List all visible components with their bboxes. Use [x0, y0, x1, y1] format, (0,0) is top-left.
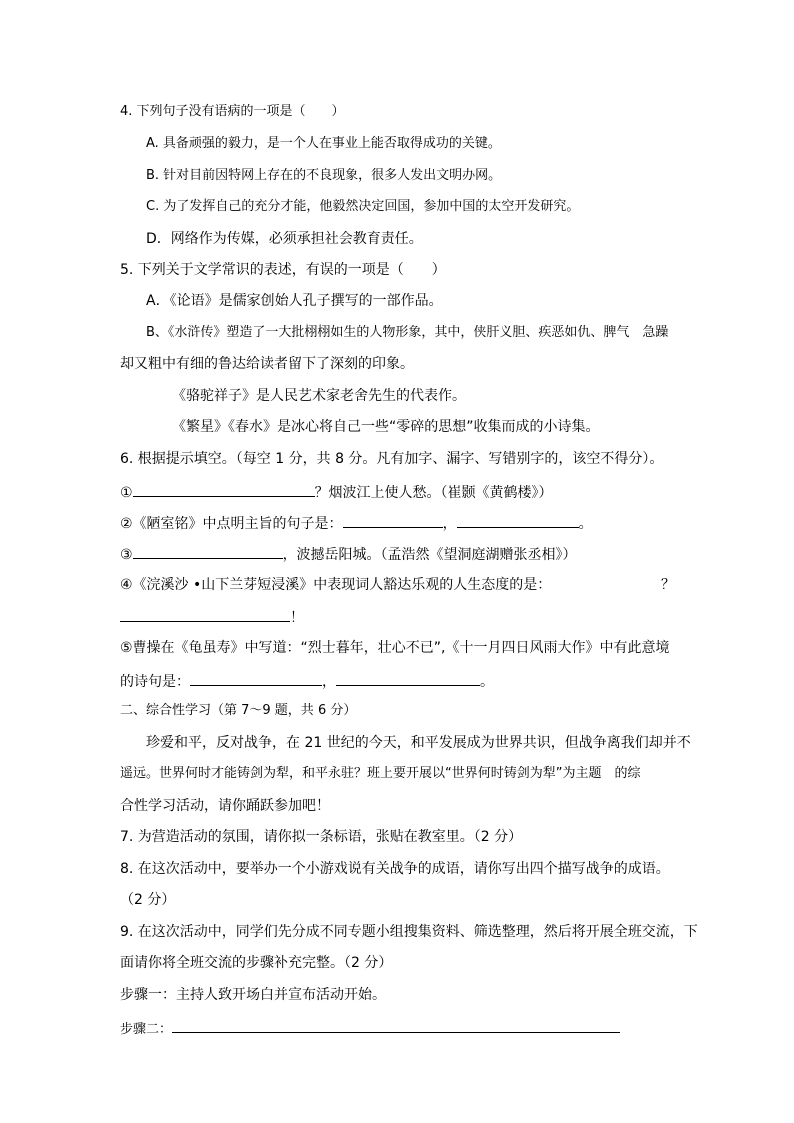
q4-stem: 4. 下列句子没有语病的一项是（ ） — [120, 104, 345, 119]
q6-item3-text: ，波撼岳阳城。（孟浩然《望洞庭湖赠张丞相》） — [282, 547, 577, 563]
section2-para-line2: 遥远。世界何时才能铸剑为犁，和平永驻？班上要开展以“世界何时铸剑为犁”为主题 的综 — [120, 766, 641, 781]
q5-option-a: A．《论语》是儒家创始人孔子撰写的一部作品。 — [146, 293, 443, 309]
q6-item3-number: ③ — [120, 547, 133, 563]
answer-blank[interactable] — [172, 1020, 620, 1033]
q6-stem: 6. 根据提示填空。（每空 1 分，共 8 分。凡有加字、漏字、写错别字的，该空不得分）。 — [120, 451, 664, 467]
comma: ， — [442, 516, 457, 532]
q6-item5-line2 — [120, 673, 494, 689]
q6-item2 — [120, 515, 593, 531]
answer-blank[interactable] — [457, 515, 579, 528]
section2-para-line3: 合性学习活动，请你踊跃参加吧！ — [120, 798, 330, 814]
q5-stem: 5. 下列关于文学常识的表述，有误的一项是（ ） — [120, 262, 446, 278]
answer-blank[interactable] — [133, 546, 283, 559]
q4-option-b: B. 针对目前因特网上存在的不良现象，很多人发出文明办网。 — [146, 168, 502, 183]
q6-item5-text: 的诗句是： — [120, 674, 190, 690]
q6-item4: ④《浣溪沙 •山下兰芽短浸溪》中表现词人豁达乐观的人生态度的是： — [120, 577, 552, 593]
comma: ， — [322, 674, 336, 690]
q7-text: 7. 为营造活动的氛围，请你拟一条标语，张贴在教室里。（2 分） — [120, 829, 523, 845]
section2-para-line1: 珍爱和平，反对战争，在 21 世纪的今天，和平发展成为世界共识，但战争离我们却并不 — [146, 735, 691, 751]
answer-blank[interactable] — [343, 515, 443, 528]
answer-blank[interactable] — [190, 673, 322, 686]
q9-step2-label: 步骤二： — [120, 1022, 173, 1037]
q8-line2: （2 分） — [120, 892, 176, 908]
q5-option-c: 《骆驼祥子》是人民艺术家老舍先生的代表作。 — [172, 388, 466, 404]
q4-option-a: A. 具备顽强的毅力，是一个人在事业上能否取得成功的关键。 — [146, 136, 501, 151]
answer-blank[interactable] — [336, 673, 480, 686]
q9-line2: 面请你将全班交流的步骤补充完整。（2 分） — [120, 955, 393, 971]
q8-line1: 8. 在这次活动中，要举办一个小游戏说有关战争的成语，请你写出四个描写战争的成语。 — [120, 861, 670, 877]
q6-item1-text: ？烟波江上使人愁。（崔颢《黄鹤楼》） — [314, 485, 553, 501]
q9-step2 — [120, 1020, 620, 1036]
q5-option-b-line1: B、《水浒传》塑造了一大批栩栩如生的人物形象，其中，侠肝义胆、疾恶如仇、脾气 急躁 — [146, 325, 669, 340]
q6-item1 — [120, 484, 553, 500]
q6-item1-number: ① — [120, 485, 133, 501]
exclamation: ！ — [290, 610, 304, 626]
q6-item5-line1: ⑤曹操在《龟虽寿》中写道：“烈士暮年，壮心不已”,《十一月四日风雨大作》中有此意境 — [120, 640, 670, 656]
q4-option-d: D．网络作为传媒，必须承担社会教育责任。 — [146, 231, 423, 247]
answer-blank[interactable] — [120, 609, 290, 622]
q9-step1: 步骤一：主持人致开场白并宣布活动开始。 — [120, 987, 386, 1003]
q5-option-d: 《繁星》《春水》是冰心将自己一些“零碎的思想”收集而成的小诗集。 — [172, 419, 600, 435]
section2-heading: 二、综合性学习（第 7～9 题，共 6 分） — [120, 703, 357, 718]
q6-item2-text: ②《陋室铭》中点明主旨的句子是： — [120, 516, 343, 532]
period: 。 — [578, 516, 593, 532]
answer-blank[interactable] — [133, 484, 315, 497]
q6-item4-question-mark: ？ — [661, 577, 675, 593]
q6-item3 — [120, 546, 577, 562]
q4-option-c: C. 为了发挥自己的充分才能，他毅然决定回国，参加中国的太空开发研究。 — [146, 199, 580, 214]
period: 。 — [480, 674, 494, 690]
q5-option-b-line2: 却又粗中有细的鲁达给读者留下了深刻的印象。 — [120, 356, 414, 372]
q9-line1: 9. 在这次活动中，同学们先分成不同专题小组搜集资料、筛选整理，然后将开展全班交流，下 — [120, 924, 698, 940]
q6-item4-line2 — [120, 609, 304, 625]
